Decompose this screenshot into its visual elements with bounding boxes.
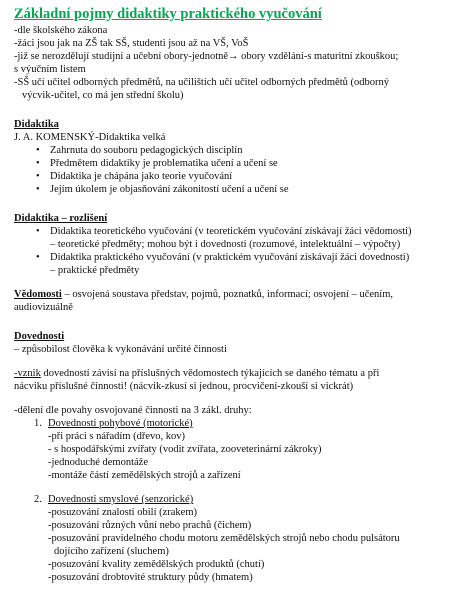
list-item-line: – praktické předměty [50, 265, 140, 276]
item-title: Dovednosti pohybové (motorické) [48, 418, 193, 429]
intro-line: -již se nerozdělují studijní a učební obory-jednotně→ obory vzdělání-s maturitní zkouškou; [14, 51, 399, 62]
intro-line: -SŠ učí učitel odborných předmětů, na učilištích učí učitel odborných předmětů (odborný [14, 77, 389, 88]
list-item [36, 251, 446, 277]
list-item [34, 417, 446, 482]
list-item-line: Didaktika teoretického vyučování (v teoretickém vyučování získávají žáci vědomosti) [50, 226, 412, 237]
vznik-text: dovedností závisí na příslušných vědomostech týkajících se daného tématu a při [40, 368, 380, 379]
rozliseni-section [14, 212, 446, 277]
dovednosti-definition: – způsobilost člověka k vykonávání určité činnosti [14, 344, 227, 355]
intro-line: výcvik-učitel, co má jen střední školu) [22, 90, 184, 101]
item-line: -montáže částí zemědělských strojů a zařízení [48, 470, 241, 481]
vedomosti-section [14, 288, 446, 314]
list-item-line: Didaktika praktického vyučování (v praktickém vyučování získávají žáci dovednosti) [50, 252, 410, 263]
item-number: 1. [34, 418, 42, 429]
item-line: -posuzování různých vůní nebo prachů (čichem) [48, 520, 252, 531]
vznik-text-cont: nácviku příslušné činnosti! (nácvik-zkusí si jednou, procvičení-zkouší si vickrát) [14, 381, 354, 392]
didaktika-bullet-list [14, 144, 446, 196]
dovednosti-heading: Dovednosti [14, 331, 65, 342]
list-item-line: – teoretické předměty; mohou být i dovednosti (rozumové, intelektuální – výpočty) [50, 239, 401, 250]
list-item: • Zahrnuta do souboru pedagogických disciplín [36, 144, 446, 157]
list-item: • Didaktika je chápána jako teorie vyučování [36, 170, 446, 183]
didaktika-subtitle: J. A. KOMENSKÝ-Didaktika velká [14, 132, 166, 143]
document-title: Základní pojmy didaktiky praktického vyučování [14, 6, 322, 22]
item-line: -jednoduché demontáže [48, 457, 148, 468]
vznik-term: -vznik [14, 368, 41, 379]
item-title: Dovednosti smyslové (senzorické) [48, 494, 194, 505]
item-line: dojícího zařízení (sluchem) [54, 546, 169, 557]
list-item [34, 493, 446, 584]
item-number: 2. [34, 494, 42, 505]
item-line: -posuzování kvality zemědělských produktů (chutí) [48, 559, 265, 570]
didaktika-heading: Didaktika [14, 119, 59, 130]
intro-line: s výučním listem [14, 64, 86, 75]
list-item: • Předmětem didaktiky je problematika učení a učení se [36, 157, 446, 170]
intro-line: -dle školského zákona [14, 25, 108, 36]
rozliseni-heading: Didaktika – rozlišení [14, 213, 108, 224]
vedomosti-definition-cont: audiovizuálně [14, 302, 73, 313]
list-item: • Jejím úkolem je objasňování zákonitostí učení a učení se [36, 183, 446, 196]
item-line: - s hospodářskými zvířaty (vodit zvířata, zooveterinární zákroky) [48, 444, 322, 455]
item-line: -posuzování pravidelného chodu motoru zemědělských strojů nebo chodu pulsátoru [48, 533, 400, 544]
didaktika-section [14, 118, 446, 196]
intro-section [14, 24, 446, 102]
deleni-line: -dělení dle povahy osvojované činnosti na 3 zákl. druhy: [14, 405, 252, 416]
item-line: -posuzování drobtovité struktury půdy (hmatem) [48, 572, 253, 583]
dovednosti-numbered-list [14, 417, 446, 584]
vedomosti-term: Vědomosti [14, 289, 62, 300]
dovednosti-section [14, 330, 446, 584]
item-line: -posuzování znalostí obilí (zrakem) [48, 507, 197, 518]
list-item [36, 225, 446, 251]
rozliseni-bullet-list [14, 225, 446, 277]
intro-line: -žáci jsou jak na ZŠ tak SŠ, studenti jsou až na VŠ, VoŠ [14, 38, 249, 49]
vedomosti-definition: – osvojená soustava představ, pojmů, poznatků, informací; osvojení – učením, [61, 289, 394, 300]
item-line: -při práci s nářadím (dřevo, kov) [48, 431, 186, 442]
